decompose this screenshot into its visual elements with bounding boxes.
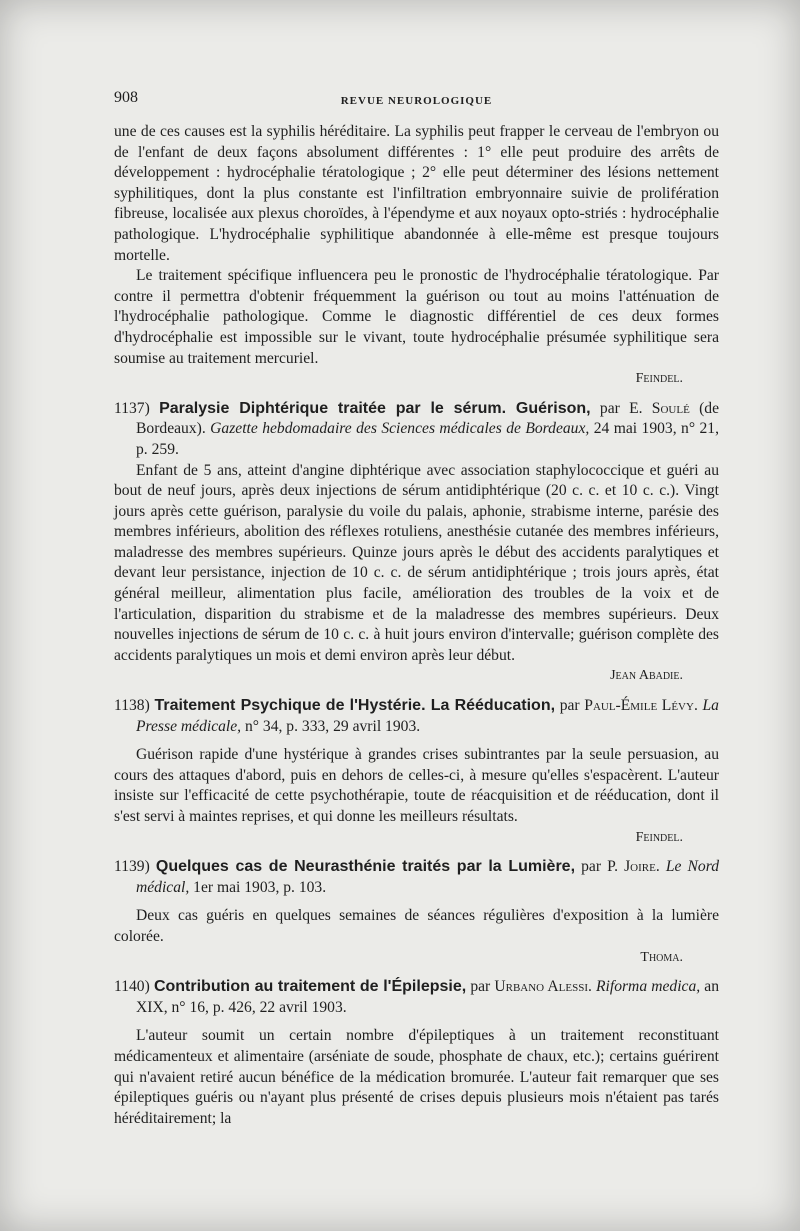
- entry-reference: [114, 857, 719, 898]
- entry-number: 1137): [114, 399, 150, 417]
- entry-text: Guérison rapide d'une hystérique à grandes crises subintrantes par la seule persuasion, au cours des attaques d'abord, puis en dehors de celles-ci, à mesure qu'elles s'espacèrent. L'auteur insiste sur l'efficacité de cette psychothérapie, toute de réacquisition et de rééducation, dont il s'est servi à maintes reprises, et qui donne les meilleurs résultats.: [114, 746, 719, 825]
- entry-details: 1er mai 1903, p. 103.: [193, 878, 327, 896]
- entry-by: par: [559, 697, 580, 715]
- entry-publication: Le Nord médical,: [136, 858, 720, 896]
- entry-signature: Thoma.: [640, 949, 683, 965]
- intro-paragraph-1: une de ces causes est la syphilis héréditaire. La syphilis peut frapper le cerveau de l'embryon ou de l'enfant de deux façons absolument différentes : 1° elle peut produire des arrêts de développement : hydrocéphalie tératologique ; 2° elle peut déterminer des lésions nettement syphilitiques, dont la plus constante est l'infiltration embryonnaire suivie de prolifération fibreuse, localisée aux plexus choroïdes, à l'épendyme et aux noyaux opto-striés : hydrocéphalie pathologique. L'hydrocéphalie syphilitique abandonnée à elle-même est presque toujours mortelle.: [114, 123, 719, 264]
- entry-signature: Feindel.: [635, 829, 683, 845]
- entry-title: Paralysie Diphtérique traitée par le sérum. Guérison,: [159, 399, 591, 417]
- abstract-entry-1139: [114, 857, 719, 968]
- entry-reference: [114, 977, 719, 1018]
- entry-text: Deux cas guéris en quelques semaines de séances régulières d'exposition à la lumière colorée.: [114, 907, 719, 945]
- entry-author: E. Soulé: [629, 399, 690, 417]
- entry-publication: La Presse médicale,: [136, 697, 719, 735]
- entry-author-note: (de Bordeaux).: [136, 399, 719, 438]
- intro-signature: Feindel.: [635, 371, 683, 387]
- abstract-entry-1138: [114, 696, 719, 848]
- entry-by: par: [599, 399, 620, 417]
- entry-title: Traitement Psychique de l'Hystérie. La Rééducation,: [154, 697, 556, 715]
- entry-number: 1139): [114, 858, 150, 876]
- entry-details: 24 mai 1903, n° 21, p. 259.: [136, 420, 719, 458]
- entry-signature: Jean Abadie.: [610, 668, 683, 684]
- entry-number: 1138): [114, 697, 150, 715]
- entry-publication: Riforma medica,: [596, 978, 701, 996]
- page-number: 908: [114, 89, 138, 106]
- entry-author: P. Joire.: [607, 858, 660, 876]
- entry-by: par: [581, 858, 602, 876]
- page-header: [114, 88, 719, 110]
- entry-by: par: [470, 978, 491, 996]
- entry-details: an XIX, n° 16, p. 426, 22 avril 1903.: [136, 978, 719, 1016]
- entry-author: Paul-Émile Lévy.: [584, 697, 698, 715]
- abstract-entry-1140: [114, 977, 719, 1129]
- entry-reference: [114, 696, 719, 737]
- entry-title: Quelques cas de Neurasthénie traités par la Lumière,: [155, 858, 576, 876]
- entry-number: 1140): [114, 978, 150, 996]
- entry-details: n° 34, p. 333, 29 avril 1903.: [244, 717, 421, 735]
- intro-paragraph-2: Le traitement spécifique influencera peu le pronostic de l'hydrocéphalie tératologique. Par contre il permettra d'obtenir fréquemment la guérison ou tout au moins l'atténuation de l'hydrocéphalie pathologique. Comme le diagnostic différentiel de ces deux formes d'hydrocéphalie est impossible sur le vivant, toute hydrocéphalie présumée syphilitique sera soumise au traitement mercuriel.: [114, 267, 719, 367]
- entry-title: Contribution au traitement de l'Épilepsie,: [153, 978, 467, 996]
- abstract-entry-1137: [114, 399, 719, 687]
- entry-reference: [114, 399, 719, 461]
- entry-text: Enfant de 5 ans, atteint d'angine diphtérique avec association staphylococcique et guéri au bout de neuf jours, après deux injections de sérum antidiphtérique (20 c. c. et 10 c. c.). Vingt jours après cette guérison, paralysie du voile du palais, aphonie, strabisme interne, parésie des membres inférieurs, abolition des réflexes rotuliens, anesthésie cutanée des membres inférieurs, maladresse des membres supérieurs. Quinze jours après le début des accidents paralytiques et devant leur persistance, injection de 10 c. c. de sérum antidiphtérique ; trois jours après, état général meilleur, alimentation plus facile, amélioration des troubles de la voix et de l'articulation, disparition du strabisme et de la maladresse des membres supérieurs. Deux nouvelles injections de sérum de 10 c. c. à huit jours environ d'intervalle; guérison complète des accidents paralytiques un mois et demi environ après leur début.: [114, 461, 719, 664]
- entry-text: L'auteur soumit un certain nombre d'épileptiques à un traitement reconstituant médicamenteux et alimentaire (arséniate de soude, phosphate de chaux, etc.); certains guérirent qui n'avaient retiré aucun bénéfice de la médication bromurée. L'auteur fait remarquer que ses épileptiques guéris ou n'ayant plus présenté de crises depuis plusieurs mois n'étaient pas tarés héréditairement; la: [114, 1027, 719, 1127]
- running-title: REVUE NEUROLOGIQUE: [340, 95, 493, 107]
- entry-publication: Gazette hebdomadaire des Sciences médicales de Bordeaux,: [210, 420, 590, 438]
- page-body: [114, 122, 719, 1129]
- entry-author: Urbano Alessi.: [494, 978, 592, 996]
